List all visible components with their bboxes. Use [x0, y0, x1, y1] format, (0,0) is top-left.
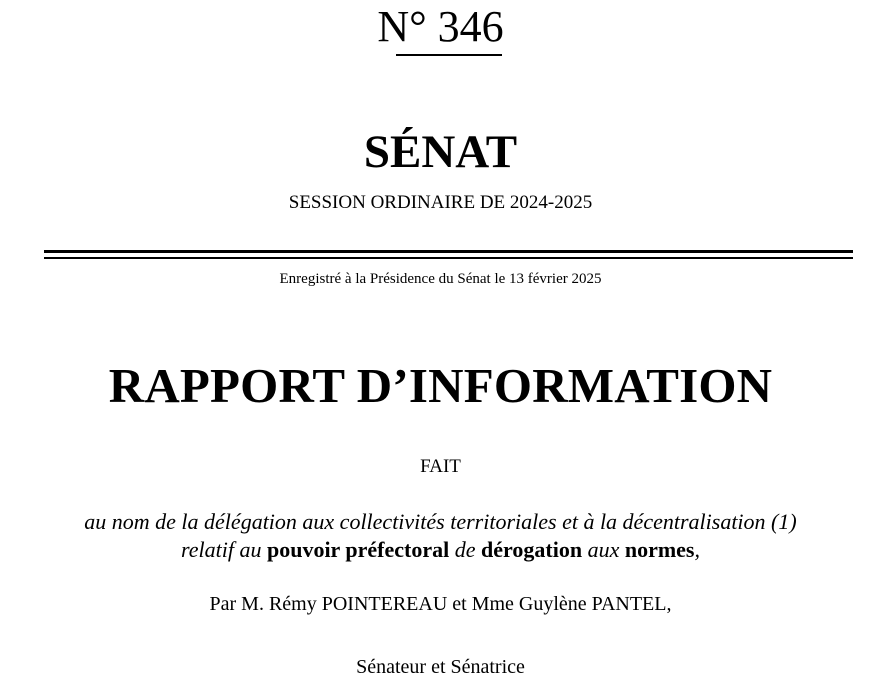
- session-label: SESSION ORDINAIRE DE 2024-2025: [288, 192, 593, 213]
- subject-word-aux: aux: [587, 537, 620, 562]
- divider-thin: [44, 257, 853, 259]
- report-type-title: RAPPORT D’INFORMATION: [108, 358, 773, 413]
- divider-thick: [44, 250, 853, 253]
- report-number-underline: [396, 54, 502, 56]
- authors-role: Sénateur et Sénatrice: [356, 656, 525, 678]
- subject-word-de: de: [454, 537, 476, 562]
- subject-word-au: au: [239, 537, 262, 562]
- made-label: FAIT: [420, 456, 461, 477]
- subject-comma: ,: [694, 537, 700, 562]
- subject-derogation: dérogation: [481, 537, 583, 562]
- delegation-line: au nom de la délégation aux collectivités territoriales et à la décentralisation (1): [84, 509, 797, 534]
- chamber-title: SÉNAT: [363, 126, 518, 178]
- subject-word-relatif: relatif: [181, 537, 234, 562]
- report-number: N° 346: [377, 2, 504, 51]
- registration-date: Enregistré à la Présidence du Sénat le 13 février 2025: [279, 271, 602, 287]
- report-number-block: [0, 0, 881, 62]
- subject-normes: normes: [624, 537, 695, 562]
- authors-line: Par M. Rémy POINTEREAU et Mme Guylène PANTEL,: [209, 593, 672, 615]
- subject-pouvoir-prefectoral: pouvoir préfectoral: [266, 537, 450, 562]
- subject-line: [0, 536, 881, 564]
